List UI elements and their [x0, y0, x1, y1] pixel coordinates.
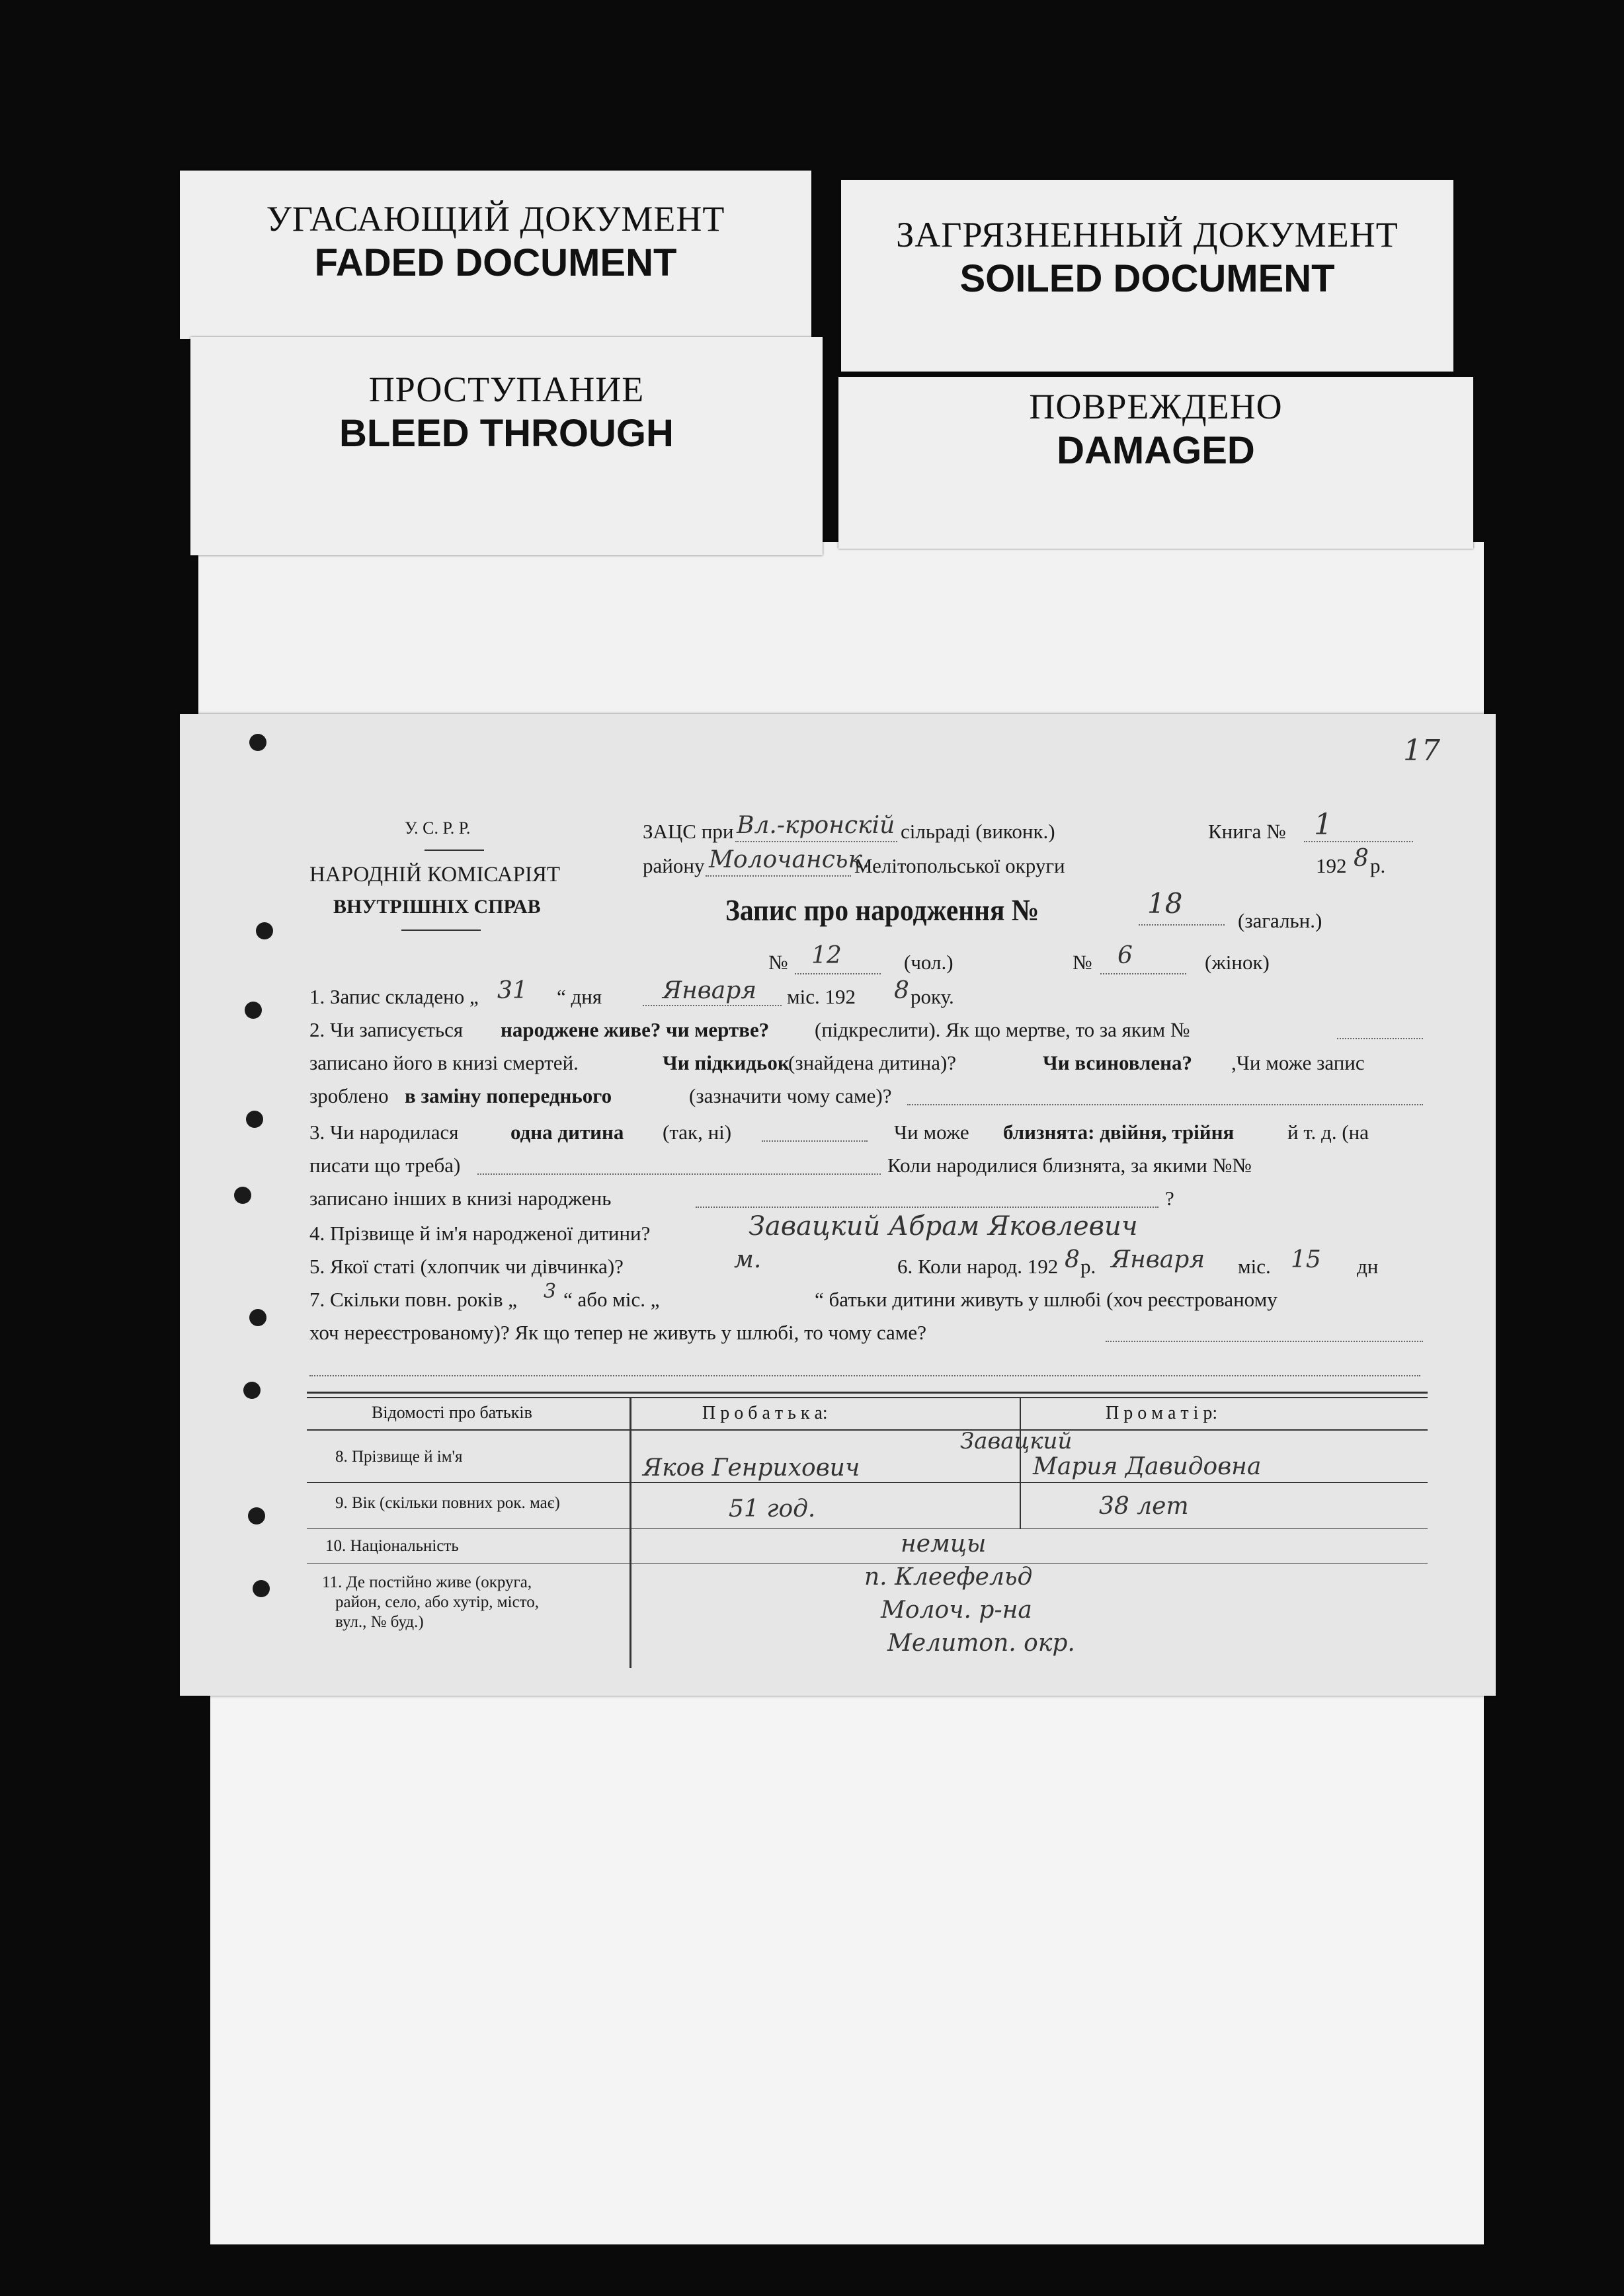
book-label: Книга № [1208, 820, 1286, 843]
punch-hole [249, 1309, 266, 1326]
record-number-value: 18 [1147, 887, 1183, 920]
line1-d: року. [911, 985, 954, 1008]
line5-a: 3. Чи народилася [309, 1121, 459, 1144]
field-dots [706, 875, 851, 877]
record-title: Запис про народження № [725, 893, 1039, 927]
line4-b: в заміну попереднього [405, 1084, 612, 1107]
field-dots [1304, 841, 1413, 842]
field-dots [1106, 1341, 1423, 1342]
silradi-label: сільраді (виконк.) [901, 820, 1055, 843]
line1-c: міс. 192 [787, 985, 856, 1008]
line4-c: (зазначити чому саме)? [689, 1084, 892, 1107]
line1-a: 1. Запис складено „ [309, 985, 479, 1008]
header-rule [425, 850, 484, 851]
table-header-mother: П р о м а т і р: [1106, 1403, 1218, 1423]
bleed-ru-label: ПРОСТУПАНИЕ [368, 370, 645, 409]
internal-affairs-label: ВНУТРІШНІХ СПРАВ [333, 896, 541, 918]
field-dots [477, 1173, 881, 1175]
father-surname-value: Завацкий [960, 1428, 1073, 1454]
faded-document-card [180, 171, 811, 339]
line5-e: близнята: двійня, трійня [1003, 1121, 1235, 1144]
address-line-3: Мелитоп. окр. [887, 1630, 1075, 1657]
table-header-parents: Відомості про батьків [372, 1403, 532, 1422]
bleed-en-label: BLEED THROUGH [339, 412, 674, 455]
zacs-prefix: ЗАЦС при [643, 820, 734, 843]
mother-name-value: Мария Давидовна [1033, 1453, 1262, 1480]
damaged-card [838, 377, 1473, 549]
line6-a: писати що треба) [309, 1154, 461, 1177]
book-number-value: 1 [1314, 808, 1332, 842]
commissariat-label: НАРОДНІЙ КОМІСАРІЯТ [309, 863, 561, 887]
no-sign: № [1073, 951, 1092, 974]
address-line-1: п. Клеефельд [864, 1564, 1033, 1591]
punch-hole [246, 1111, 263, 1128]
field-dots [907, 1104, 1423, 1105]
page-number: 17 [1403, 734, 1440, 768]
line3-d: Чи всиновлена? [1043, 1051, 1193, 1074]
village-council-value: Вл.-кронскій [737, 812, 895, 839]
line2-b: народжене живе? чи мертве? [501, 1018, 770, 1041]
row-surname-label: 8. Прізвище й ім'я [335, 1448, 463, 1466]
punch-hole [243, 1382, 261, 1399]
line10-b: “ або міс. „ [563, 1288, 660, 1311]
row-age-label: 9. Вік (скільки повних рок. має) [335, 1494, 560, 1512]
male-label: (чол.) [904, 951, 954, 974]
line3-a: записано його в книзі смертей. [309, 1051, 579, 1074]
table-rule [307, 1528, 1428, 1529]
year-prefix: 192 [1316, 854, 1347, 877]
punch-hole [249, 734, 266, 751]
line1-year: 8 [894, 977, 909, 1004]
okrug-label: Мелітопольської округи [854, 854, 1065, 877]
field-dots [696, 1207, 1158, 1208]
line7-b: ? [1165, 1187, 1174, 1210]
line3-b: Чи підкидьок [663, 1051, 790, 1074]
row-nationality-label: 10. Національність [325, 1537, 459, 1555]
line9-e: дн [1357, 1255, 1379, 1278]
birth-record-form [180, 714, 1496, 1696]
child-name-value: Завацкий Абрам Яковлевич [749, 1211, 1138, 1242]
mother-age-value: 38 лет [1099, 1493, 1189, 1520]
field-dots [1337, 1038, 1423, 1039]
address-line-2: Молоч. р-на [881, 1597, 1032, 1624]
field-dots [795, 973, 881, 974]
father-age-value: 51 год. [729, 1495, 816, 1523]
field-dots [735, 841, 897, 842]
nationality-value: немцы [901, 1530, 987, 1558]
table-rule [307, 1429, 1428, 1431]
no-sign: № [768, 951, 788, 974]
line1-day: 31 [497, 977, 528, 1004]
line9-c: р. [1080, 1255, 1096, 1278]
table-rule [307, 1482, 1428, 1483]
line10-a: 7. Скільки повн. років „ [309, 1288, 517, 1311]
child-sex-value: м. [734, 1246, 762, 1273]
line5-b: одна дитина [510, 1121, 624, 1144]
line3-c: (знайдена дитина)? [788, 1051, 957, 1074]
birth-year-digit: 8 [1065, 1246, 1080, 1273]
total-label: (загальн.) [1238, 909, 1322, 932]
header-rule [401, 930, 481, 931]
soiled-ru-label: ЗАГРЯЗНЕННЫЙ ДОКУМЕНТ [896, 215, 1399, 255]
father-name-value: Яков Генрихович [643, 1454, 860, 1482]
district-value: Молочанськ. [709, 846, 870, 873]
line4-a: зроблено [309, 1084, 389, 1107]
row-residence-label-3: вул., № буд.) [335, 1613, 424, 1631]
line3-e: ,Чи може запис [1231, 1051, 1365, 1074]
line8-a: 4. Прізвище й ім'я народженої дитини? [309, 1222, 651, 1245]
row-residence-label-1: 11. Де постійно живе (округа, [322, 1573, 532, 1591]
table-header-father: П р о б а т ь к а: [702, 1403, 828, 1423]
female-number-value: 6 [1117, 942, 1133, 969]
marriage-years-value: 3 [544, 1280, 557, 1303]
line5-d: Чи може [894, 1121, 969, 1144]
line9-b: 6. Коли народ. 192 [897, 1255, 1059, 1278]
field-dots [1139, 924, 1225, 926]
year-suffix: р. [1370, 854, 1386, 877]
soiled-en-label: SOILED DOCUMENT [959, 257, 1335, 300]
line6-b: Коли народилися близнята, за якими №№ [887, 1154, 1252, 1177]
district-prefix: району [643, 854, 705, 877]
field-dots [643, 1005, 782, 1006]
soiled-document-card [841, 180, 1453, 372]
line11-a: хоч нереєстрованому)? Як що тепер не живуть у шлюбі, то чому саме? [309, 1321, 926, 1344]
field-dots [309, 1375, 1420, 1376]
line1-month: Января [663, 977, 757, 1004]
blank-sheet [198, 542, 1484, 734]
line1-b: “ дня [557, 985, 602, 1008]
line10-c: “ батьки дитини живуть у шлюбі (хоч реєстрованому [815, 1288, 1278, 1311]
row-residence-label-2: район, село, або хутір, місто, [335, 1593, 540, 1611]
faded-en-label: FADED DOCUMENT [314, 241, 677, 284]
female-label: (жінок) [1205, 951, 1270, 974]
year-digit-value: 8 [1354, 845, 1369, 872]
table-rule [307, 1397, 1428, 1398]
table-col-rule [1020, 1397, 1021, 1529]
punch-hole [234, 1187, 251, 1204]
punch-hole [248, 1507, 265, 1524]
male-number-value: 12 [811, 942, 842, 969]
line9-d: міс. [1238, 1255, 1271, 1278]
table-rule [307, 1392, 1428, 1394]
line7-a: записано інших в книзі народжень [309, 1187, 612, 1210]
punch-hole [256, 922, 273, 939]
birth-month-value: Января [1111, 1246, 1205, 1273]
line2-a: 2. Чи записується [309, 1018, 464, 1041]
damaged-en-label: DAMAGED [1057, 429, 1255, 472]
birth-day-value: 15 [1291, 1246, 1321, 1273]
faded-ru-label: УГАСАЮЩИЙ ДОКУМЕНТ [266, 199, 725, 239]
line5-c: (так, ні) [663, 1121, 732, 1144]
line9-a: 5. Якої статі (хлопчик чи дівчинка)? [309, 1255, 624, 1278]
line2-c: (підкреслити). Як що мертве, то за яким № [815, 1018, 1190, 1041]
field-dots [762, 1140, 868, 1142]
punch-hole [245, 1002, 262, 1019]
line5-f: й т. д. (на [1287, 1121, 1369, 1144]
usrr-label: У. С. Р. Р. [405, 818, 471, 838]
punch-hole [253, 1580, 270, 1597]
table-col-rule [629, 1397, 631, 1668]
field-dots [1100, 973, 1186, 974]
damaged-ru-label: ПОВРЕЖДЕНО [1029, 387, 1283, 426]
bleed-through-card [190, 337, 823, 555]
